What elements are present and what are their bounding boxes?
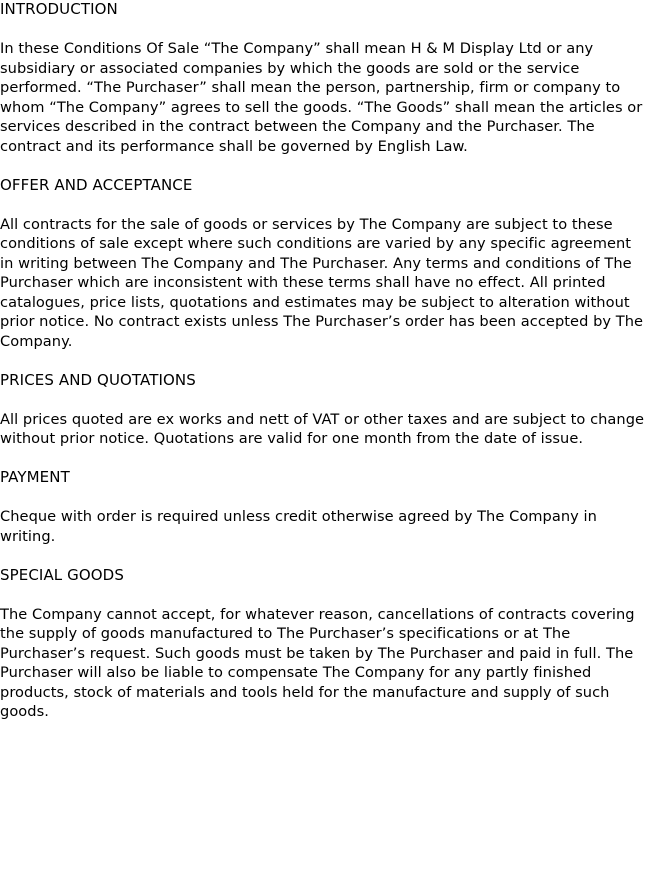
heading-payment: PAYMENT <box>0 468 70 486</box>
heading-special-goods: SPECIAL GOODS <box>0 565 124 584</box>
body-special-goods: The Company cannot accept, for whatever reason, cancellations of contracts covering the supply of goods manufactured to The Purchaser’s specifications or at The Purchaser’s request. Such goods must be taken by The Purchaser and paid in full. The Purchaser will also be liable to compensate The Company for any partly finished products, stock of materials and tools held for the manufacture and supply of such goods. <box>0 605 635 720</box>
body-prices-and-quotations: All prices quoted are ex works and nett of VAT or other taxes and are subject to change without prior notice. Quotations are valid for one month from the date of issue. <box>0 410 645 447</box>
body-payment: Cheque with order is required unless credit otherwise agreed by The Company in writing. <box>0 508 597 545</box>
heading-introduction: INTRODUCTION <box>0 0 118 18</box>
body-offer-and-acceptance: All contracts for the sale of goods or services by The Company are subject to these conditions of sale except where such conditions are varied by any specific agreement in writing between The Company and The Purchaser. Any terms and conditions of The Purchaser which are inconsistent with these terms shall have no effect. All printed catalogues, price lists, quotations and estimates may be subject to alteration without prior notice. No contract exists unless The Purchaser’s order has been accepted by The Company. <box>0 215 644 350</box>
heading-offer-and-acceptance: OFFER AND ACCEPTANCE <box>0 175 193 194</box>
heading-prices-and-quotations: PRICES AND QUOTATIONS <box>0 370 196 389</box>
body-introduction: In these Conditions Of Sale “The Company” shall mean H & M Display Ltd or any subsidiary or associated companies by which the goods are sold or the service performed. “The Purchaser” shall mean the person, partnership, firm or company to whom “The Company” agrees to sell the goods. “The Goods” shall mean the articles or services described in the contract between the Company and the Purchaser. The contract and its performance shall be governed by English Law. <box>0 40 643 155</box>
